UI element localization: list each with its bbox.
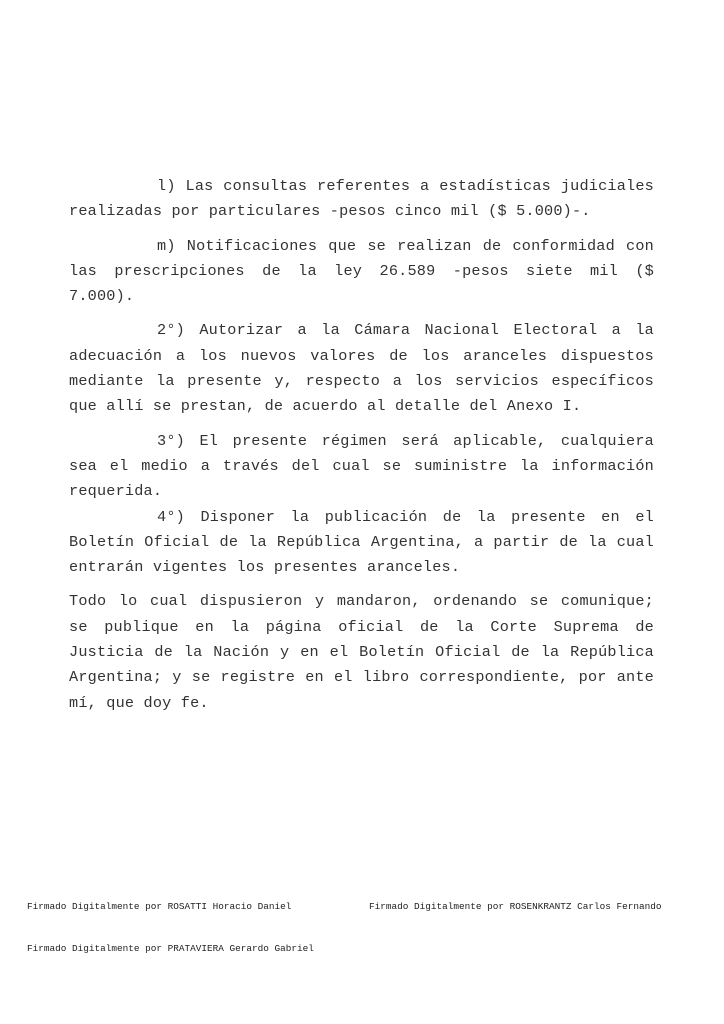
paragraph-closing: Todo lo cual dispusieron y mandaron, ordenando se comunique; se publique en la página oficial de la Corte Suprema de Justicia de la Nación y en el Boletín Oficial de la República Argentina; y se registre en el libro correspondiente, por ante mí, que doy fe.	[69, 592, 654, 712]
document-body	[69, 174, 654, 716]
paragraph-item-2: 2°) Autorizar a la Cámara Nacional Electoral a la adecuación a los nuevos valores de los aranceles dispuestos mediante la presente y, respecto a los servicios específicos que allí se prestan, de acuerdo al detalle del Anexo I.	[69, 321, 654, 416]
paragraph-item-l: l) Las consultas referentes a estadísticas judiciales realizadas por particulares -pesos cinco mil ($ 5.000)-.	[69, 177, 654, 221]
paragraph-item-4: 4°) Disponer la publicación de la presente en el Boletín Oficial de la República Argentina, a partir de la cual entrarán vigentes los presentes aranceles.	[69, 507, 654, 577]
paragraph-item-3: 3°) El presente régimen será aplicable, cualquiera sea el medio a través del cual se suministre la información requerida.	[69, 431, 654, 501]
signature-rosatti: Firmado Digitalmente por ROSATTI Horacio Daniel	[27, 901, 292, 912]
signature-rosenkrantz: Firmado Digitalmente por ROSENKRANTZ Carlos Fernando	[369, 901, 662, 912]
signature-prataviera: Firmado Digitalmente por PRATAVIERA Gerardo Gabriel	[27, 943, 314, 954]
paragraph-item-m: m) Notificaciones que se realizan de conformidad con las prescripciones de la ley 26.589 -pesos siete mil ($ 7.000).	[69, 236, 654, 306]
